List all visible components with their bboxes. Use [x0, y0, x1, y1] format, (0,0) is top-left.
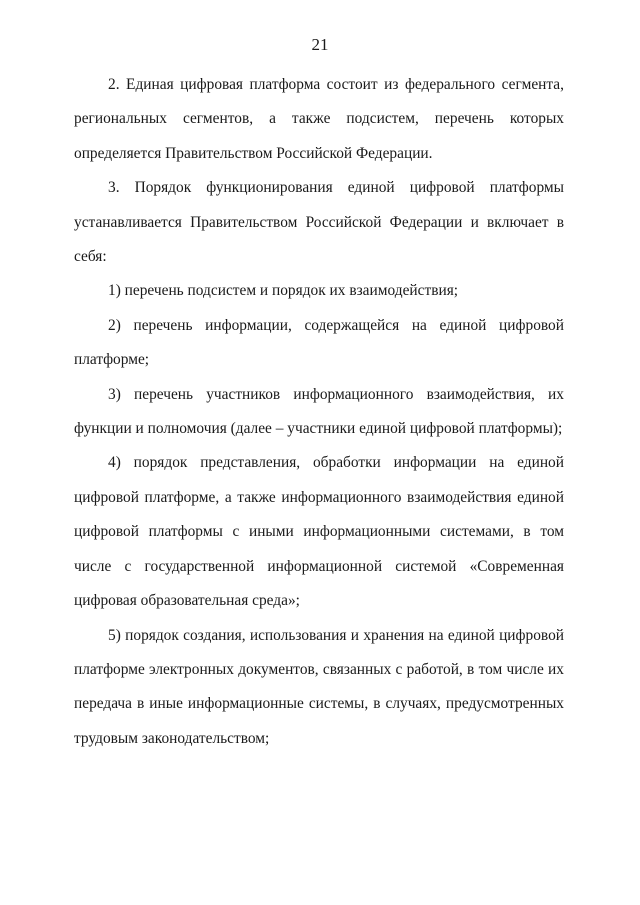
list-item-3: 3) перечень участников информационного взаимодействия, их функции и полномочия (далее – участники единой цифровой платформы);	[74, 385, 564, 438]
paragraph-3: 3. Порядок функционирования единой цифровой платформы устанавливается Правительством Российской Федерации и включает в себя:	[74, 179, 564, 266]
document-body	[74, 68, 564, 756]
page-number: 21	[311, 35, 329, 54]
list-item-5: 5) порядок создания, использования и хранения на единой цифровой платформе электронных документов, связанных с работой, в том числе их передача в иные информационные системы, в случаях, предусмотренных трудовым законодательством;	[74, 626, 564, 747]
list-item-4: 4) порядок представления, обработки информации на единой цифровой платформе, а также информационного взаимодействия единой цифровой платформы с иными информационными системами, в том числе с государственной информационной системой «Современная цифровая образовательная среда»;	[74, 454, 564, 610]
list-item-1: 1) перечень подсистем и порядок их взаимодействия;	[108, 282, 459, 300]
paragraph-2: 2. Единая цифровая платформа состоит из федерального сегмента, региональных сегментов, а также подсистем, перечень которых определяется Правительством Российской Федерации.	[74, 76, 564, 162]
list-item-2: 2) перечень информации, содержащейся на единой цифровой платформе;	[74, 316, 564, 369]
